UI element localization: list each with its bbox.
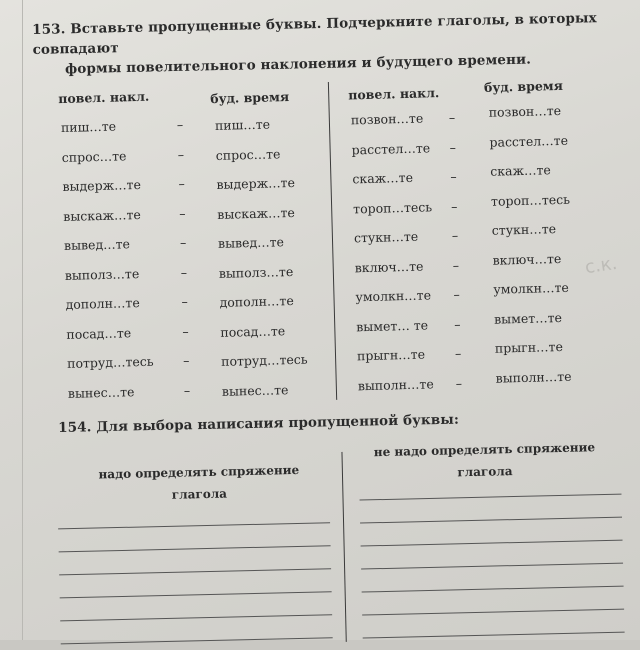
answer-column-divider bbox=[341, 452, 346, 642]
left-future-verb: пиш…те bbox=[214, 116, 271, 133]
left-imperative-verb: выдерж…те bbox=[62, 176, 142, 194]
left-imperative-verb: вынес…те bbox=[67, 383, 135, 401]
left-row-dash: – bbox=[182, 323, 189, 339]
left-future-verb: потруд…тесь bbox=[220, 351, 308, 369]
task-154-title: 154. Для выбора написания пропущенной буквы: bbox=[58, 411, 460, 436]
right-row-dash: – bbox=[448, 109, 456, 125]
right-imperative-verb: включ…те bbox=[354, 258, 424, 275]
right-future-verb: стукн…те bbox=[491, 221, 557, 238]
header-future-right: буд. время bbox=[483, 77, 564, 95]
right-imperative-verb: скаж…те bbox=[352, 169, 414, 187]
answer-line-left[interactable] bbox=[60, 591, 332, 598]
right-future-verb: расстел…те bbox=[489, 132, 569, 150]
right-future-verb: позвон…те bbox=[488, 102, 562, 120]
right-column-header-line1: не надо определять спряжение bbox=[373, 440, 596, 460]
left-row-dash: – bbox=[179, 205, 186, 221]
left-future-verb: посад…те bbox=[220, 322, 286, 340]
left-future-verb: вынес…те bbox=[221, 381, 289, 399]
right-column-header bbox=[364, 440, 605, 481]
right-imperative-verb: выполн…те bbox=[357, 375, 434, 393]
answer-line-right[interactable] bbox=[360, 517, 622, 524]
right-future-verb: тороп…тесь bbox=[490, 191, 571, 209]
answer-line-right[interactable] bbox=[362, 586, 624, 593]
right-future-verb: скаж…те bbox=[490, 162, 552, 179]
right-imperative-verb: умолкн…те bbox=[355, 287, 432, 305]
left-future-verb: дополн…те bbox=[219, 292, 294, 310]
task-153-title-line2: формы повелительного наклонения и будущего времени. bbox=[64, 51, 532, 78]
right-future-verb: включ…те bbox=[492, 250, 562, 268]
right-row-dash: – bbox=[450, 168, 457, 184]
left-row-dash: – bbox=[180, 264, 188, 280]
left-row-dash: – bbox=[179, 234, 187, 250]
right-row-dash: – bbox=[454, 345, 462, 361]
left-imperative-verb: выполз…те bbox=[64, 265, 140, 283]
left-row-dash: – bbox=[178, 175, 185, 191]
left-column-header bbox=[89, 463, 310, 504]
answer-line-left[interactable] bbox=[59, 568, 331, 575]
left-imperative-verb: пиш…те bbox=[60, 118, 117, 136]
left-row-dash: – bbox=[182, 352, 190, 368]
left-row-dash: – bbox=[176, 116, 184, 132]
left-row-dash: – bbox=[181, 293, 189, 309]
left-future-verb: спрос…те bbox=[215, 145, 281, 163]
right-imperative-verb: вымет… те bbox=[356, 316, 429, 334]
right-row-dash: – bbox=[455, 375, 463, 391]
header-future-left: буд. время bbox=[210, 89, 290, 107]
left-column-header-line2: глагола bbox=[171, 486, 228, 502]
right-row-dash: – bbox=[452, 257, 460, 273]
right-imperative-verb: стукн…те bbox=[353, 228, 419, 246]
left-imperative-verb: спрос…те bbox=[61, 147, 127, 165]
left-row-dash: – bbox=[183, 382, 191, 398]
left-future-verb: выполз…те bbox=[218, 263, 294, 281]
answer-line-left[interactable] bbox=[60, 614, 332, 621]
right-future-verb: выполн…те bbox=[495, 368, 572, 386]
right-future-verb: умолкн…те bbox=[493, 279, 570, 297]
right-imperative-verb: тороп…тесь bbox=[352, 198, 433, 216]
right-row-dash: – bbox=[453, 286, 460, 302]
left-future-verb: выскаж…те bbox=[217, 204, 296, 222]
left-imperative-verb: потруд…тесь bbox=[66, 353, 154, 371]
left-imperative-verb: посад…те bbox=[66, 324, 132, 342]
left-imperative-verb: дополн…те bbox=[65, 295, 140, 312]
right-row-dash: – bbox=[449, 139, 457, 155]
left-column-header-line1: надо определять спряжение bbox=[98, 462, 300, 482]
right-imperative-verb: позвон…те bbox=[350, 110, 424, 128]
left-future-verb: вывед…те bbox=[217, 234, 285, 251]
right-row-dash: – bbox=[450, 198, 458, 214]
left-imperative-verb: выскаж…те bbox=[63, 206, 142, 224]
answer-line-right[interactable] bbox=[360, 494, 622, 501]
left-imperative-verb: вывед…те bbox=[63, 236, 131, 253]
right-row-dash: – bbox=[454, 316, 461, 332]
right-row-dash: – bbox=[451, 227, 459, 243]
header-imperative-right: повел. накл. bbox=[348, 85, 440, 103]
right-imperative-verb: расстел…те bbox=[351, 139, 431, 157]
answer-line-left[interactable] bbox=[61, 637, 333, 644]
answer-line-left[interactable] bbox=[59, 545, 331, 552]
answer-line-right[interactable] bbox=[361, 563, 623, 570]
left-future-verb: выдерж…те bbox=[216, 174, 296, 192]
right-future-verb: вымет…те bbox=[493, 309, 563, 327]
answer-line-right[interactable] bbox=[363, 632, 625, 639]
answer-line-left[interactable] bbox=[58, 522, 330, 529]
right-imperative-verb: прыгн…те bbox=[356, 346, 426, 364]
pencil-mark: с.к. bbox=[583, 252, 619, 279]
left-row-dash: – bbox=[177, 146, 185, 162]
answer-line-right[interactable] bbox=[361, 540, 623, 547]
right-column-header-line2: глагола bbox=[457, 464, 513, 480]
task-153-title-line1: Вставьте пропущенные буквы. Подчеркните глаголы, в которых совпадают bbox=[32, 10, 597, 58]
header-imperative-left: повел. накл. bbox=[58, 88, 150, 107]
task-153-number: 153. bbox=[32, 21, 66, 38]
right-future-verb: прыгн…те bbox=[494, 338, 564, 356]
answer-line-right[interactable] bbox=[362, 609, 624, 616]
